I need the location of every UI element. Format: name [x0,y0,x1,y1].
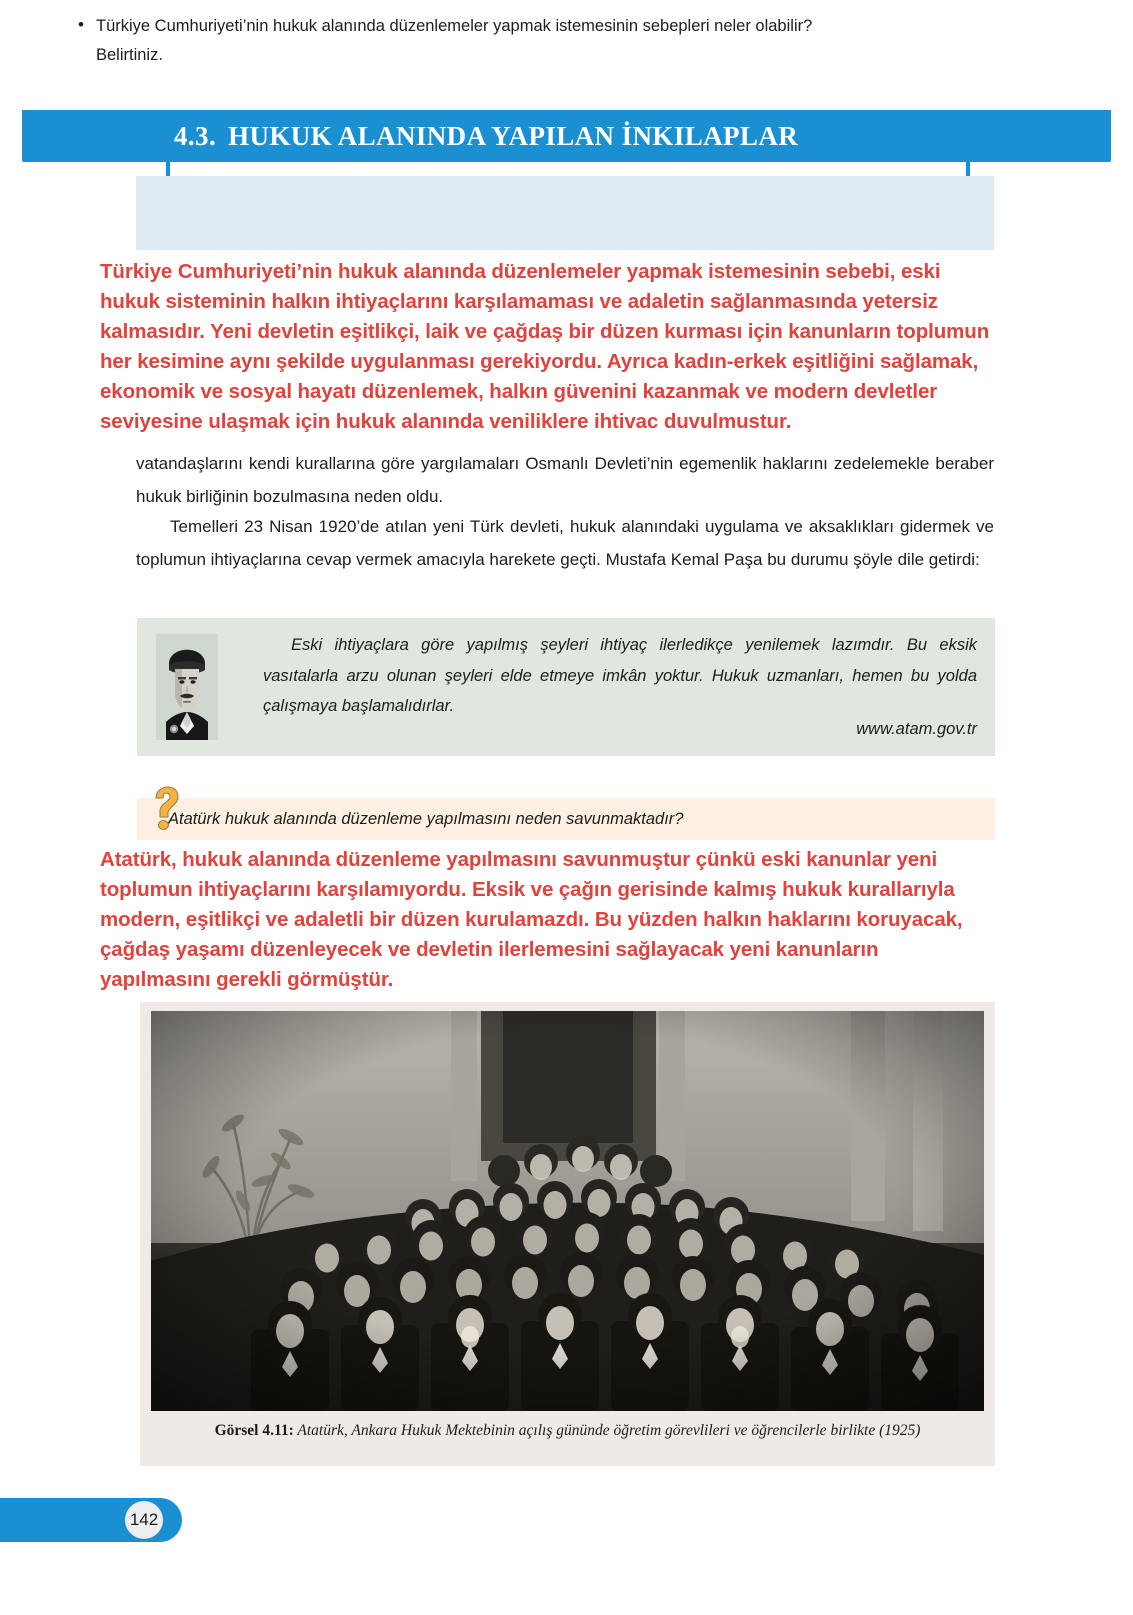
intro-question-text: Türkiye Cumhuriyeti’nin hukuk alanında düzenlemeler yapmak istemesinin sebepleri neler olabilir? Belirtiniz. [96,17,813,64]
pin-dot-top-left [162,139,174,151]
section-number: 4.3. [174,121,217,151]
intro-question-box [136,176,994,250]
bullet-icon: • [78,15,84,34]
pin-dot-top-right [962,139,974,151]
photo-illustration [151,1011,984,1411]
ataturk-quote-box [137,618,995,756]
reflection-question-text: Atatürk hukuk alanında düzenleme yapılmasını neden savunmaktadır? [168,810,684,828]
section-header-bar [22,110,1111,162]
body-paragraph-one: vatandaşlarını kendi kurallarına göre yargılamaları Osmanlı Devleti’nin egemenlik haklarını zedelemekle beraber hukuk birliğinin bozulmasına neden oldu. [136,454,994,507]
body-paragraph-two: Temelleri 23 Nisan 1920’de atılan yeni Türk devleti, hukuk alanındaki uygulama ve aksaklıkları gidermek ve toplumun ihtiyaçlarına cevap vermek amacıyla harekete geçti. Mustafa Kemal Paşa bu durumu şöyle dile getirdi: [136,517,994,570]
ataturk-portrait [156,634,218,740]
page-title [174,121,798,152]
quote-text: Eski ihtiyaçlara göre yapılmış şeyleri ihtiyaç ilerledikçe yenilemek lazımdır. Bu eksik vasıtalarla arzu olunan şeyleri elde etmeye imkân yoktur. Hukuk uzmanları, hemen bu yolda çalışmaya başlamalıdırlar. [263,636,977,716]
historical-group-photo [151,1011,984,1411]
student-answer-one: Türkiye Cumhuriyeti’nin hukuk alanında düzenlemeler yapmak istemesinin sebebi, eski hukuk sisteminin halkın ihtiyaçlarını karşılamaması ve adaletin sağlanmasında yetersiz kalmasıdır. Yeni devletin eşitlikçi, laik ve çağdaş bir düzen kurması için kanunların toplumun her kesimine aynı şekilde uygulanması gerekiyordu. Ayrıca kadın-erkek eşitliğini sağlamak, ekonomik ve sosyal hayatı düzenlemek, halkın güvenini kazanmak ve modern devletler seviyesine ulaşmak için hukuk alanında veniliklere ihtivac duvulmustur. [100,260,990,433]
student-answer-two: Atatürk, hukuk alanında düzenleme yapılmasını savunmuştur çünkü eski kanunlar yeni toplumun ihtiyaçlarını karşılamıyordu. Eksik ve çağın gerisinde kalmış hukuk kurallarıyla modern, eşitlikçi ve adaletli bir düzen kurulamazdı. Bu yüzden halkın haklarını koruyacak, çağdaş yaşamı düzenleyecek ve devletin ilerlemesini sağlayacak yeni kanunların yapılmasını gerekli görmüştür. [100,848,963,991]
figure-caption [140,1422,995,1440]
question-mark-glyph [150,786,180,830]
figure-label: Görsel 4.11: [214,1422,294,1439]
portrait-illustration [156,634,218,740]
figure-caption-text: Atatürk, Ankara Hukuk Mektebinin açılış gününde öğretim görevlileri ve öğrencilerle birlikte (1925) [297,1422,921,1439]
page-number: 142 [125,1501,163,1539]
quote-source: www.atam.gov.tr [856,720,977,738]
section-title-text: HUKUK ALANINDA YAPILAN İNKILAPLAR [228,121,799,151]
figure-container [140,1002,995,1466]
question-mark-icon [150,786,180,830]
